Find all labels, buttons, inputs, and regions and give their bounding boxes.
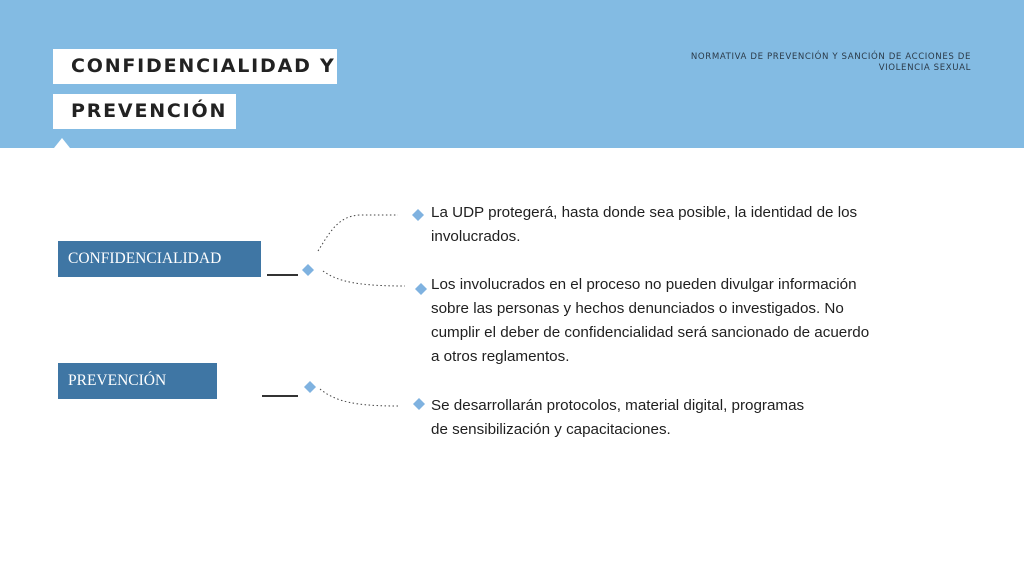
dotted-connector-2 (323, 271, 405, 286)
bullet-3-line-2: de sensibilización y capacitaciones. (431, 421, 671, 438)
diamond-bullet-1 (412, 209, 424, 221)
bullet-text-2 (431, 273, 881, 369)
subtitle-line-2: VIOLENCIA SEXUAL (878, 63, 971, 73)
dotted-connector-1 (318, 215, 398, 251)
bullet-2-line-1: Los involucrados en el proceso no pueden divulgar información (431, 276, 857, 293)
bullet-text-1 (431, 201, 881, 249)
bullet-1-line-2: involucrados. (431, 228, 521, 245)
title-line-2: PREVENCIÓN (53, 94, 236, 129)
diamond-bullet-3 (413, 398, 425, 410)
bullet-2-line-2: sobre las personas y hechos denunciados o investigados. No (431, 300, 844, 317)
diamond-hub-1 (302, 264, 314, 276)
bullet-2-line-3: cumplir el deber de confidencialidad será sancionado de acuerdo (431, 324, 870, 341)
diamond-bullet-2 (415, 283, 427, 295)
subtitle-line-1: NORMATIVA DE PREVENCIÓN Y SANCIÓN DE ACCIONES DE (690, 52, 971, 62)
label-prevencion: PREVENCIÓN (58, 363, 217, 399)
bullet-2-line-4: a otros reglamentos. (431, 348, 570, 365)
label-confidencialidad: CONFIDENCIALIDAD (58, 241, 261, 277)
title-line-1: CONFIDENCIALIDAD Y (53, 49, 337, 84)
diamond-hub-2 (304, 381, 316, 393)
bullet-1-line-1: La UDP protegerá, hasta donde sea posible, la identidad de los (431, 204, 858, 221)
dotted-connector-3 (320, 389, 398, 406)
bullet-text-3 (431, 394, 881, 442)
bullet-3-line-1: Se desarrollarán protocolos, material digital, programas (431, 397, 805, 414)
